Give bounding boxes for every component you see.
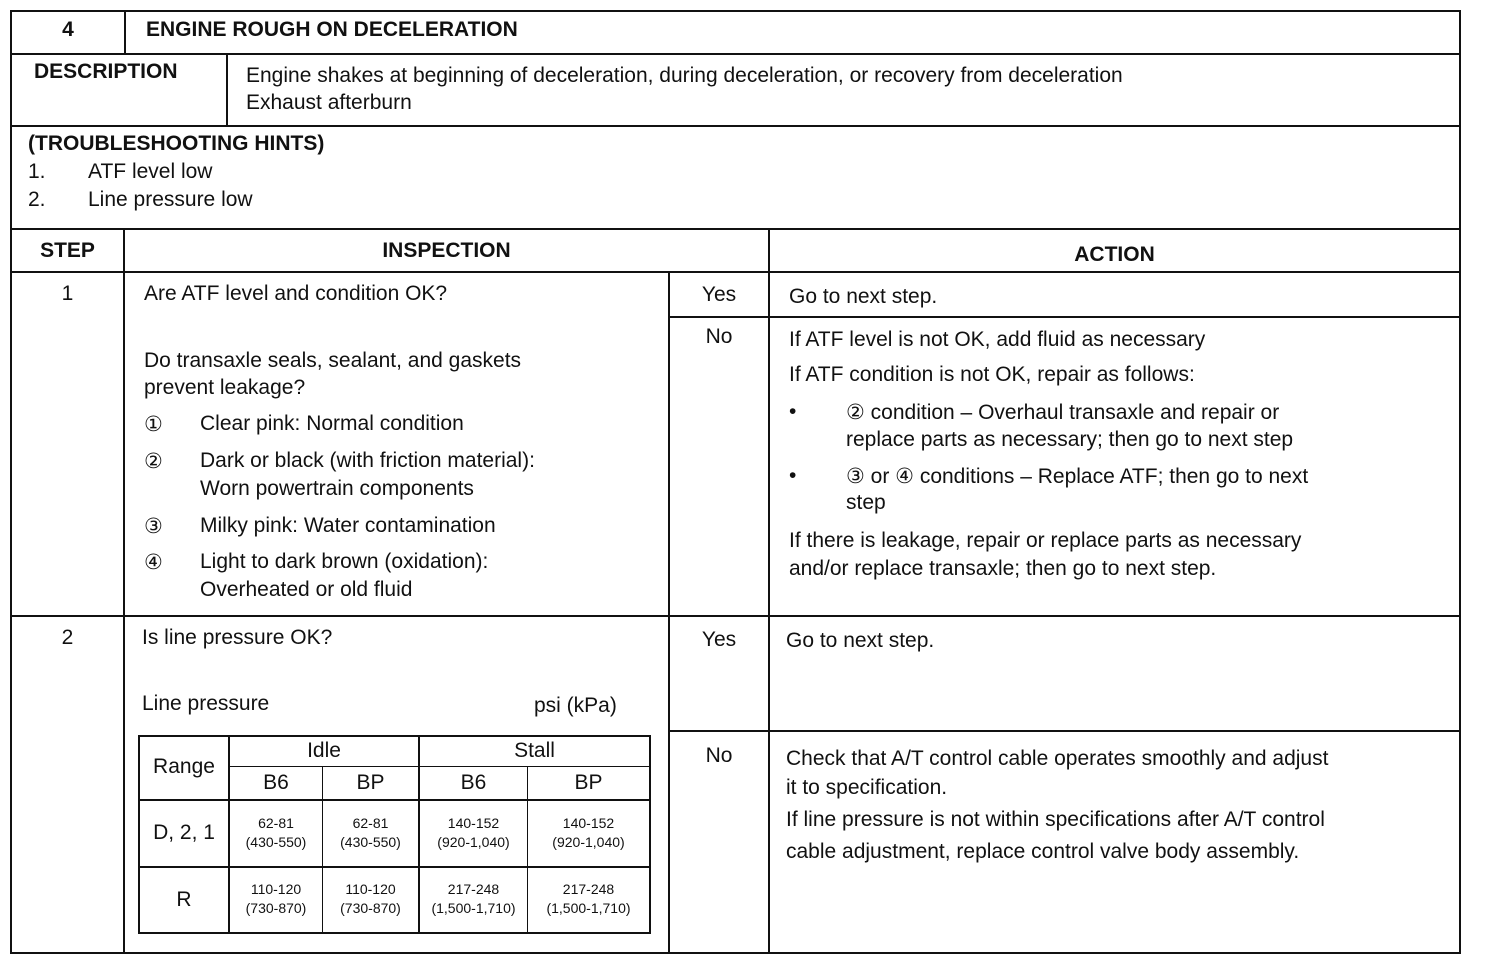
step-2-no-action-line-2: it to specification. (786, 776, 948, 799)
step-1-question: Are ATF level and condition OK? (144, 282, 448, 305)
table-row-2-stall-bp: 217-248 (1,500-1,710) (546, 881, 631, 916)
step-1-no-action-line-3: If there is leakage, repair or replace parts as necessary (789, 529, 1302, 552)
table-subheader-stall-bp: BP (574, 771, 603, 794)
troubleshooting-number: 4 (62, 18, 74, 41)
condition-2-text-line-2: Worn powertrain components (200, 477, 474, 500)
step-1-number: 1 (61, 282, 74, 305)
table-header-range: Range (153, 755, 215, 778)
table-row-1-idle-b6: 62-81 (430-550) (245, 815, 307, 850)
table-row-1-idle-bp: 62-81 (430-550) (340, 815, 401, 850)
step-1-yes-action: Go to next step. (789, 285, 938, 308)
line-pressure-label: Line pressure (142, 692, 270, 715)
hint-1-number: 1. (28, 160, 46, 183)
condition-1-symbol: ① (144, 413, 163, 436)
table-row-2-stall-b6: 217-248 (1,500-1,710) (431, 881, 516, 916)
condition-1-text: Clear pink: Normal condition (200, 412, 464, 435)
step-1-no-action-line-4: and/or replace transaxle; then go to next step. (789, 557, 1217, 580)
step-1-seal-question-line-1: Do transaxle seals, sealant, and gaskets (144, 349, 522, 372)
condition-2-text-line-1: Dark or black (with friction material): (200, 449, 535, 472)
condition-3-symbol: ③ (144, 515, 163, 538)
page-title: ENGINE ROUGH ON DECELERATION (146, 18, 518, 41)
step-1-seal-question-line-2: prevent leakage? (144, 376, 306, 399)
table-row-2-idle-bp: 110-120 (730-870) (340, 881, 401, 916)
table-subheader-stall-b6: B6 (460, 771, 487, 794)
condition-4-text-line-1: Light to dark brown (oxidation): (200, 550, 489, 573)
table-row-1-stall-b6: 140-152 (920-1,040) (437, 815, 510, 850)
table-row-2-range: R (176, 888, 192, 911)
table-header-stall: Stall (514, 739, 555, 762)
description-label: DESCRIPTION (34, 60, 178, 83)
bullet-2-mark: • (789, 464, 797, 487)
hints-title: (TROUBLESHOOTING HINTS) (28, 132, 325, 155)
step-1-yes-label: Yes (701, 283, 737, 306)
step-1-no-label: No (705, 325, 733, 348)
step-2-question: Is line pressure OK? (142, 626, 333, 649)
table-subheader-idle-bp: BP (356, 771, 385, 794)
table-header-idle: Idle (307, 739, 341, 762)
step-2-yes-label: Yes (701, 628, 737, 651)
table-row-1-stall-bp: 140-152 (920-1,040) (552, 815, 625, 850)
table-row-2-idle-b6: 110-120 (730-870) (245, 881, 307, 916)
column-header-action: ACTION (1074, 243, 1155, 266)
step-1-no-action-line-2: If ATF condition is not OK, repair as follows: (789, 363, 1195, 386)
hint-2-text: Line pressure low (88, 188, 253, 211)
hint-1-text: ATF level low (88, 160, 213, 183)
column-header-inspection: INSPECTION (382, 239, 511, 262)
condition-4-symbol: ④ (144, 551, 163, 574)
bullet-2-line-1: ③ or ④ conditions – Replace ATF; then go to next (846, 465, 1309, 488)
hint-2-number: 2. (28, 188, 46, 211)
step-1-no-action-line-1: If ATF level is not OK, add fluid as necessary (789, 328, 1206, 351)
column-header-step: STEP (40, 239, 95, 262)
table-row-1-range: D, 2, 1 (153, 821, 215, 844)
description-line-1: Engine shakes at beginning of deceleration, during deceleration, or recovery from deceleration (246, 64, 1123, 87)
condition-3-text: Milky pink: Water contamination (200, 514, 496, 537)
line-pressure-unit: psi (kPa) (534, 694, 617, 717)
bullet-1-line-2: replace parts as necessary; then go to next step (846, 428, 1294, 451)
step-2-no-action-line-3: If line pressure is not within specifications after A/T control (786, 808, 1325, 831)
step-2-yes-action: Go to next step. (786, 629, 935, 652)
step-2-no-action-line-4: cable adjustment, replace control valve body assembly. (786, 840, 1300, 863)
bullet-1-mark: • (789, 400, 797, 423)
condition-2-symbol: ② (144, 450, 163, 473)
step-2-number: 2 (61, 626, 74, 649)
bullet-1-line-1: ② condition – Overhaul transaxle and repair or (846, 401, 1280, 424)
condition-4-text-line-2: Overheated or old fluid (200, 578, 413, 601)
step-2-no-action-line-1: Check that A/T control cable operates smoothly and adjust (786, 747, 1329, 770)
bullet-2-line-2: step (846, 491, 886, 514)
step-2-no-label: No (705, 744, 733, 767)
description-line-2: Exhaust afterburn (246, 91, 412, 114)
table-subheader-idle-b6: B6 (263, 771, 289, 794)
